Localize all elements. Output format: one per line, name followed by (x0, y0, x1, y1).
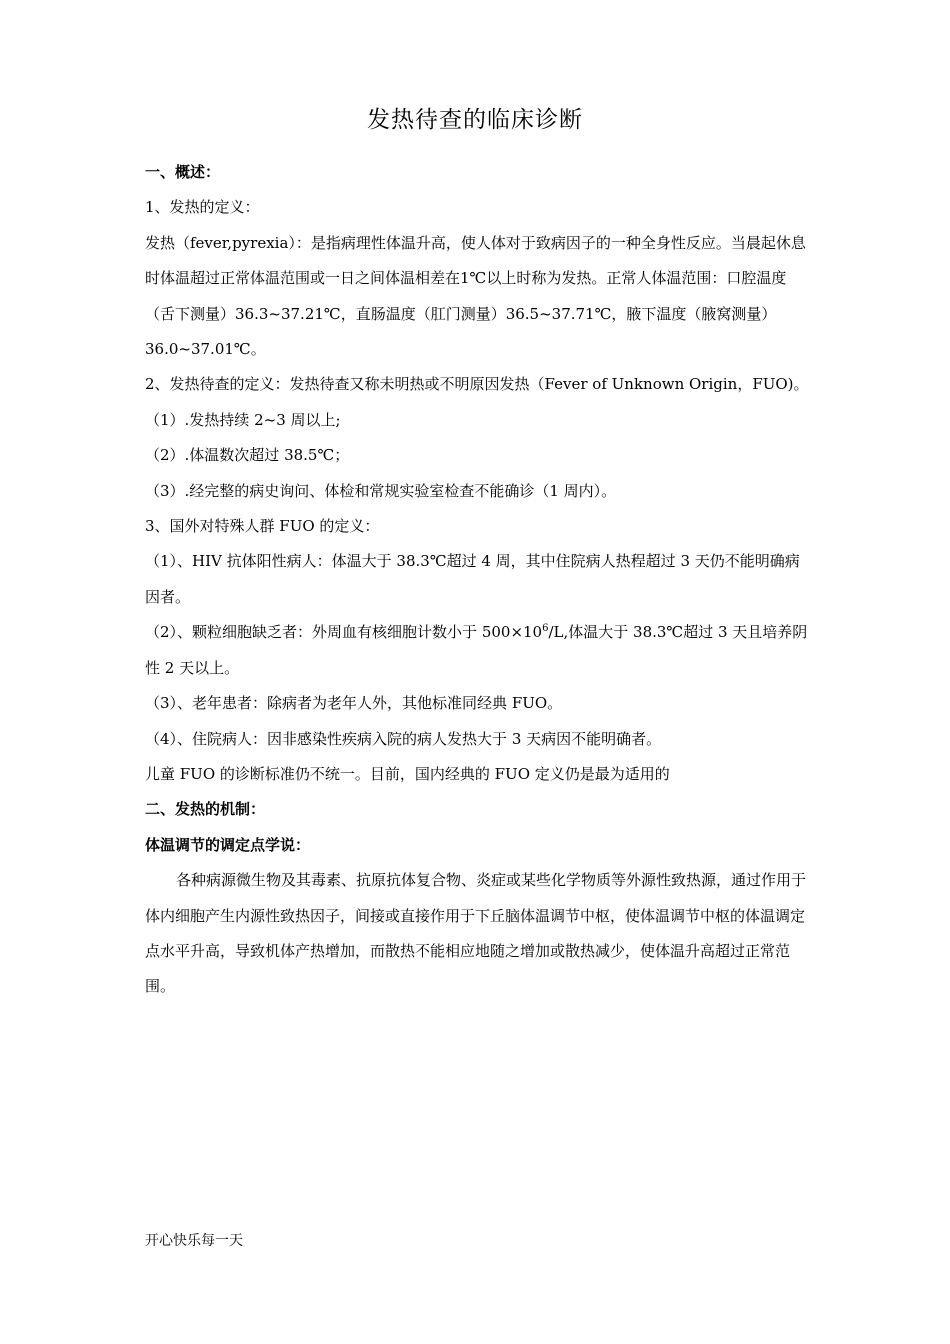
document-body (145, 155, 810, 1005)
children-fuo-note: 儿童 FUO 的诊断标准仍不统一。目前，国内经典的 FUO 定义仍是最为适用的 (145, 764, 670, 783)
section-heading-overview: 一、概述： (145, 163, 221, 181)
fuo-criteria-item: （2）.体温数次超过 38.5℃； (145, 446, 350, 465)
exponent: 6 (542, 623, 549, 635)
page-title: 发热待查的临床诊断 (367, 107, 583, 133)
set-point-theory-heading: 体温调节的调定点学说： (145, 835, 311, 854)
special-population-inpatient: （4）、住院病人：因非感染性疾病入院的病人发热大于 3 天病因不能明确者。 (145, 729, 662, 748)
special-population-neutropenia (145, 615, 810, 686)
special-population-elderly: （3）、老年患者：除病者为老年人外，其他标准同经典 FUO。 (145, 694, 563, 713)
fuo-definition-heading: 2、发热待查的定义：发热待查又称未明热或不明原因发热（Fever of Unknown Origin，FUO)。 (145, 375, 809, 394)
set-point-theory-paragraph: 各种病源微生物及其毒素、抗原抗体复合物、炎症或某些化学物质等外源性致热源，通过作用于体内细胞产生内源性致热因子，间接或直接作用于下丘脑体温调节中枢，使体温调节中枢的体温调定点水平升高，导致机体产热增加，而散热不能相应地随之增加或散热减少，使体温升高超过正常范围。 (145, 871, 807, 996)
neutropenia-text-after: /L,体温大于 38.3℃超过 3 天且培养阴性 2 天以上。 (145, 623, 808, 677)
fever-definition-text: 发热（fever,pyrexia）：是指病理性体温升高，使人体对于致病因子的一种全身性反应。当晨起休息时体温超过正常体温范围或一日之间体温相差在1℃以上时称为发热。正常人体温范围：口腔温度（舌下测量）36.3~37.21℃，直肠温度（肛门测量）36.5~37.71℃，腋下温度（腋窝测量）36.0~37.01℃。 (145, 233, 806, 359)
fuo-criteria-item: （3）.经完整的病史询问、体检和常规实验室检查不能确诊（1 周内）。 (145, 481, 617, 500)
special-population-hiv: （1）、HIV 抗体阳性病人：体温大于 38.3℃超过 4 周，其中住院病人热程超过 3 天仍不能明确病因者。 (145, 552, 800, 606)
special-population-heading: 3、国外对特殊人群 FUO 的定义： (145, 517, 380, 536)
fever-definition-heading: 1、发热的定义： (145, 198, 260, 217)
page-footer: 开心快乐每一天 (145, 1233, 243, 1249)
neutropenia-text-before: （2）、颗粒细胞缺乏者：外周血有核细胞计数小于 500×10 (145, 623, 543, 642)
fuo-criteria-item: （1）.发热持续 2~3 周以上; (145, 410, 341, 429)
section-heading-mechanism: 二、发热的机制： (145, 800, 266, 819)
